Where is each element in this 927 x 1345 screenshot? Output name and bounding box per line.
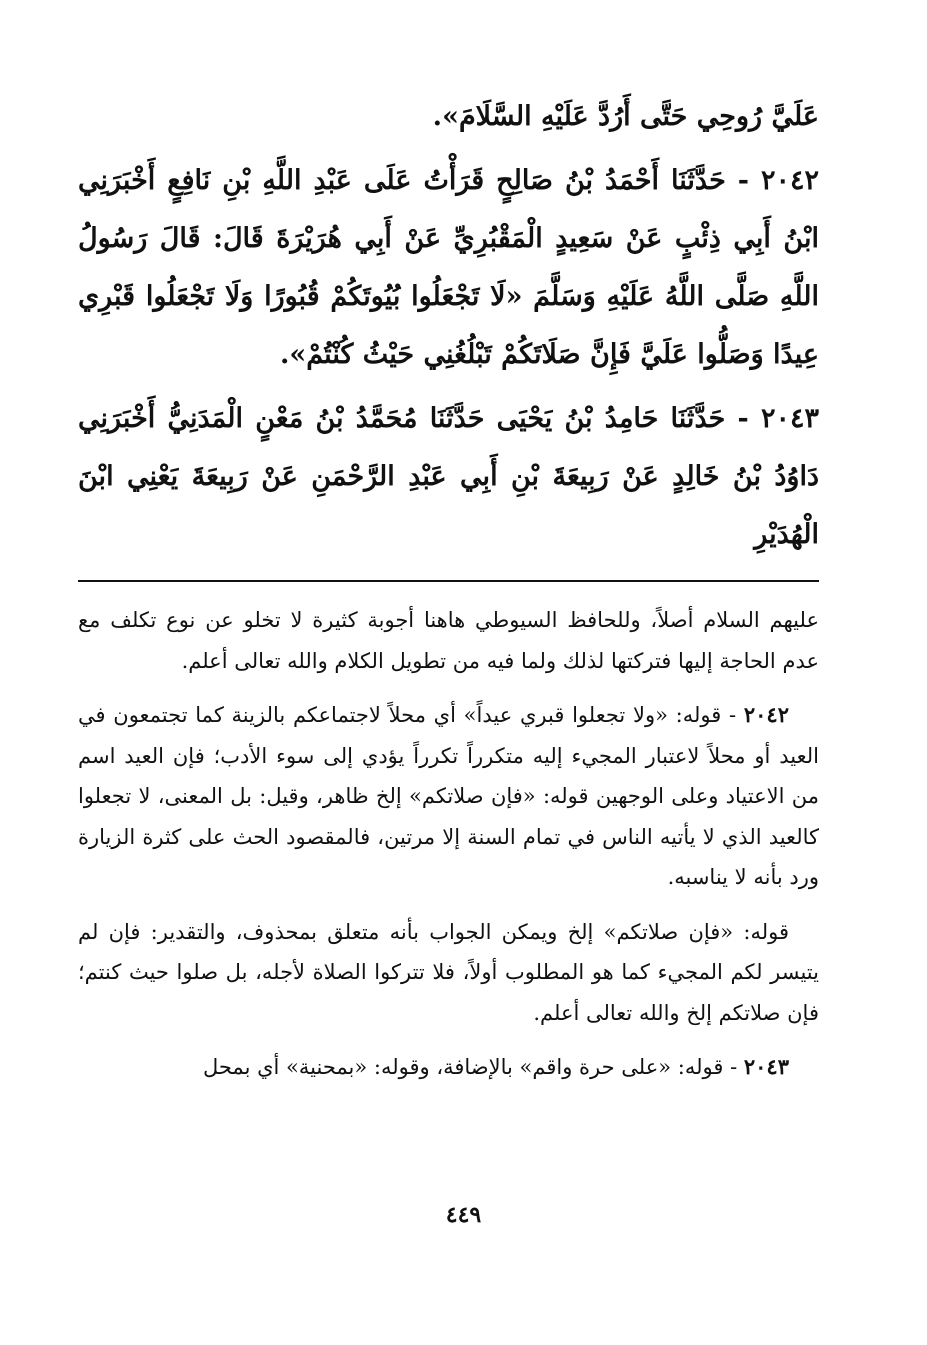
hadith-number: ٢٠٤٣ xyxy=(760,403,819,434)
commentary-2043 xyxy=(78,1047,819,1088)
commentary-body: - قوله: «ولا تجعلوا قبري عيداً» أي محلاً لاجتماعكم بالزينة كما تجتمعون في العيد أو محلاً لاعتبار المجيء إليه متكرراً تكرراً يؤدي إلى سوء الأدب؛ فإن العيد اسم من الاعتياد وعلى الوجهين قوله: «فإن صلاتكم» إلخ ظاهر، وقيل: بل المعنى، لا تجعلوا كالعيد الذي لا يأتيه الناس في تمام السنة إلا مرتين، فالمقصود الحث على كثرة الزيارة ورد بأنه لا يناسبه. xyxy=(78,703,819,889)
commentary-number: ٢٠٤٣ xyxy=(743,1054,789,1079)
commentary-number: ٢٠٤٢ xyxy=(743,702,789,727)
commentary-continuation: عليهم السلام أصلاً، وللحافظ السيوطي هاهنا أجوبة كثيرة لا تخلو عن نوع تكلف مع عدم الحاجة إليها فتركتها لذلك ولما فيه من تطويل الكلام والله تعالى أعلم. xyxy=(78,608,819,673)
hadith-2042 xyxy=(78,152,819,384)
hadith-body: - حَدَّثَنَا حَامِدُ بْنُ يَحْيَى حَدَّثَنَا مُحَمَّدُ بْنُ مَعْنٍ الْمَدَنِيُّ أَخْبَرَنِي دَاوُدُ بْنُ خَالِدٍ عَنْ رَبِيعَةَ بْنِ أَبِي عَبْدِ الرَّحْمَنِ عَنْ رَبِيعَةَ يَعْنِي ابْنَ الْهُدَيْرِ xyxy=(78,403,819,550)
commentary-2042-continued: قوله: «فإن صلاتكم» إلخ ويمكن الجواب بأنه متعلق بمحذوف، والتقدير: فإن لم يتيسر لكم المجيء كما هو المطلوب أولاً، فلا تتركوا الصلاة لأجله، بل صلوا حيث كنتم؛ فإن صلاتكم إلخ والله تعالى أعلم. xyxy=(78,919,819,1025)
commentary-body: - قوله: «على حرة واقم» بالإضافة، وقوله: «بمحنية» أي بمحل xyxy=(202,1055,738,1079)
hadith-2043 xyxy=(78,390,819,564)
commentary-block xyxy=(78,600,819,1088)
opening-line: عَلَيَّ رُوحِي حَتَّى أَرُدَّ عَلَيْهِ السَّلَامَ». xyxy=(432,101,819,132)
hadith-text-block xyxy=(78,88,819,564)
page-number: ٤٤٩ xyxy=(445,1202,482,1228)
hadith-number: ٢٠٤٢ xyxy=(760,165,819,196)
commentary-2042 xyxy=(78,695,819,898)
hadith-body: - حَدَّثَنَا أَحْمَدُ بْنُ صَالِحٍ قَرَأْتُ عَلَى عَبْدِ اللَّهِ بْنِ نَافِعٍ أَخْبَرَنِي ابْنُ أَبِي ذِئْبٍ عَنْ سَعِيدٍ الْمَقْبُرِيِّ عَنْ أَبِي هُرَيْرَةَ قَالَ: قَالَ رَسُولُ اللَّهِ صَلَّى اللَّهُ عَلَيْهِ وَسَلَّمَ «لَا تَجْعَلُوا بُيُوتَكُمْ قُبُورًا وَلَا تَجْعَلُوا قَبْرِي عِيدًا وَصَلُّوا عَلَيَّ فَإِنَّ صَلَاتَكُمْ تَبْلُغُنِي حَيْثُ كُنْتُمْ». xyxy=(78,165,819,370)
footnote-divider xyxy=(78,580,819,582)
